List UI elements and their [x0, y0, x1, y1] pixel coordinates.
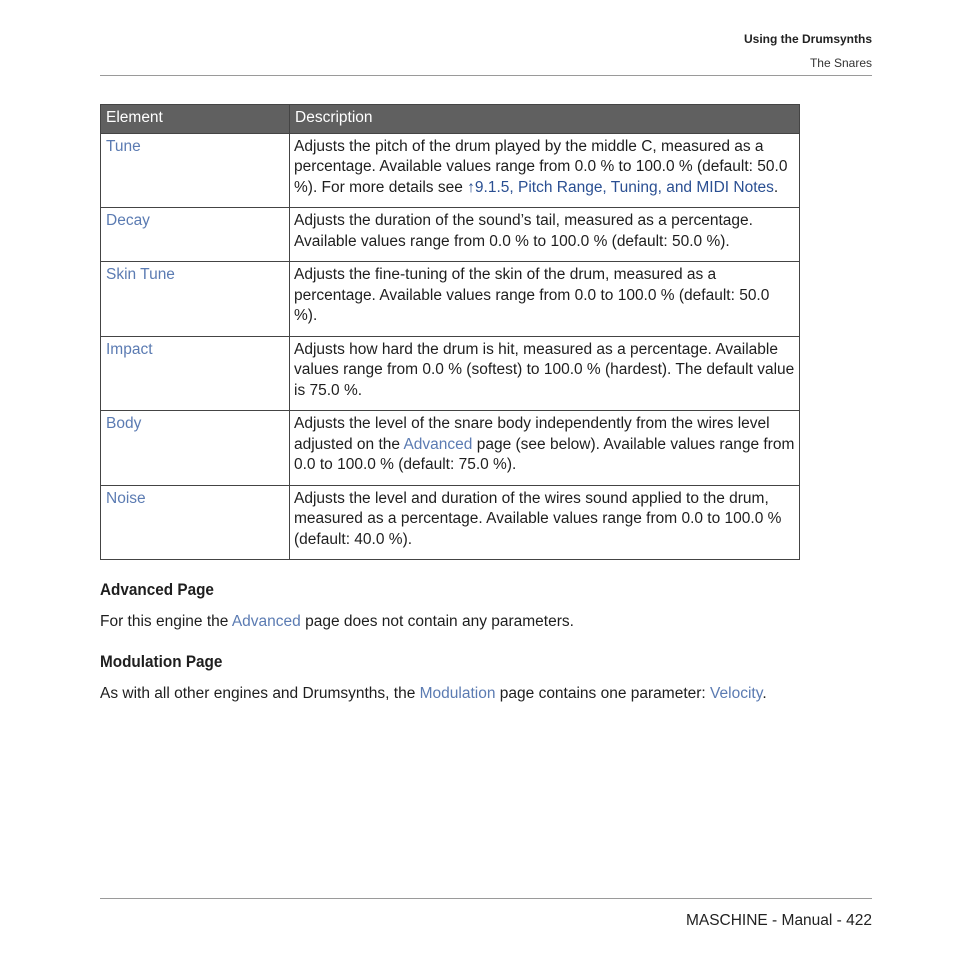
description-text: .: [773, 178, 779, 196]
description-decay: Adjusts the duration of the sound’s tail, measured as a percentage. Available values range from 0.0 % to 100.0 % (default: 50.0 %).: [290, 208, 800, 262]
running-header-title: Using the Drumsynths: [743, 32, 872, 46]
table-row: [101, 208, 800, 262]
paragraph-text: As with all other engines and Drumsynths, the: [100, 685, 420, 702]
description-skin-tune: Adjusts the fine-tuning of the skin of the drum, measured as a percentage. Available values range from 0.0 to 100.0 % (default: 50.0 %).: [290, 262, 800, 337]
element-body[interactable]: Body: [101, 411, 290, 486]
description-noise: Adjusts the level and duration of the wires sound applied to the drum, measured as a percentage. Available values range from 0.0 to 100.0 % (default: 40.0 %).: [290, 485, 800, 560]
paragraph-text: page does not contain any parameters.: [300, 613, 574, 630]
column-header-element: Element: [101, 105, 290, 134]
page-footer: MASCHINE - Manual - 422: [685, 912, 872, 929]
advanced-page-heading: Advanced Page: [100, 580, 214, 599]
advanced-link[interactable]: Advanced: [231, 613, 301, 630]
table-row: [101, 485, 800, 560]
element-impact[interactable]: Impact: [101, 336, 290, 411]
header-divider: [100, 75, 872, 76]
advanced-page-link[interactable]: Advanced: [403, 435, 473, 453]
description-tune: [290, 133, 800, 208]
element-noise[interactable]: Noise: [101, 485, 290, 560]
modulation-page-heading: Modulation Page: [100, 652, 223, 671]
table-row: [101, 336, 800, 411]
table-header-row: [101, 105, 800, 134]
element-decay[interactable]: Decay: [101, 208, 290, 262]
footer-divider: [100, 898, 872, 899]
description-text: page (see below). Available values range from 0.0 to 100.0 % (default: 75.0 %).: [294, 435, 795, 473]
parameter-table: [100, 104, 800, 560]
running-header-subtitle: The Snares: [809, 56, 872, 70]
description-impact: Adjusts how hard the drum is hit, measured as a percentage. Available values range from 0.0 % (softest) to 100.0 % (hardest). The default value is 75.0 %.: [290, 336, 800, 411]
description-text: Adjusts the pitch of the drum played by the middle C, measured as a percentage. Available values range from 0.0 % to 100.0 % (default: 50.0 %). For more details see: [294, 137, 788, 196]
description-body: [290, 411, 800, 486]
element-skin-tune[interactable]: Skin Tune: [101, 262, 290, 337]
table-row: [101, 133, 800, 208]
column-header-description: Description: [290, 105, 800, 134]
paragraph-text: For this engine the: [100, 613, 232, 630]
table-row: [101, 411, 800, 486]
paragraph-text: page contains one parameter:: [495, 685, 711, 702]
modulation-page-paragraph: [100, 683, 800, 704]
modulation-link[interactable]: Modulation: [419, 685, 496, 702]
table-row: [101, 262, 800, 337]
element-tune[interactable]: Tune: [101, 133, 290, 208]
advanced-page-paragraph: [100, 611, 800, 632]
description-text: Adjusts the level of the snare body independently from the wires level adjusted on the: [294, 415, 770, 453]
velocity-link[interactable]: Velocity: [710, 685, 763, 702]
cross-reference-link[interactable]: ↑9.1.5, Pitch Range, Tuning, and MIDI Notes: [467, 178, 774, 196]
paragraph-text: .: [762, 685, 767, 702]
